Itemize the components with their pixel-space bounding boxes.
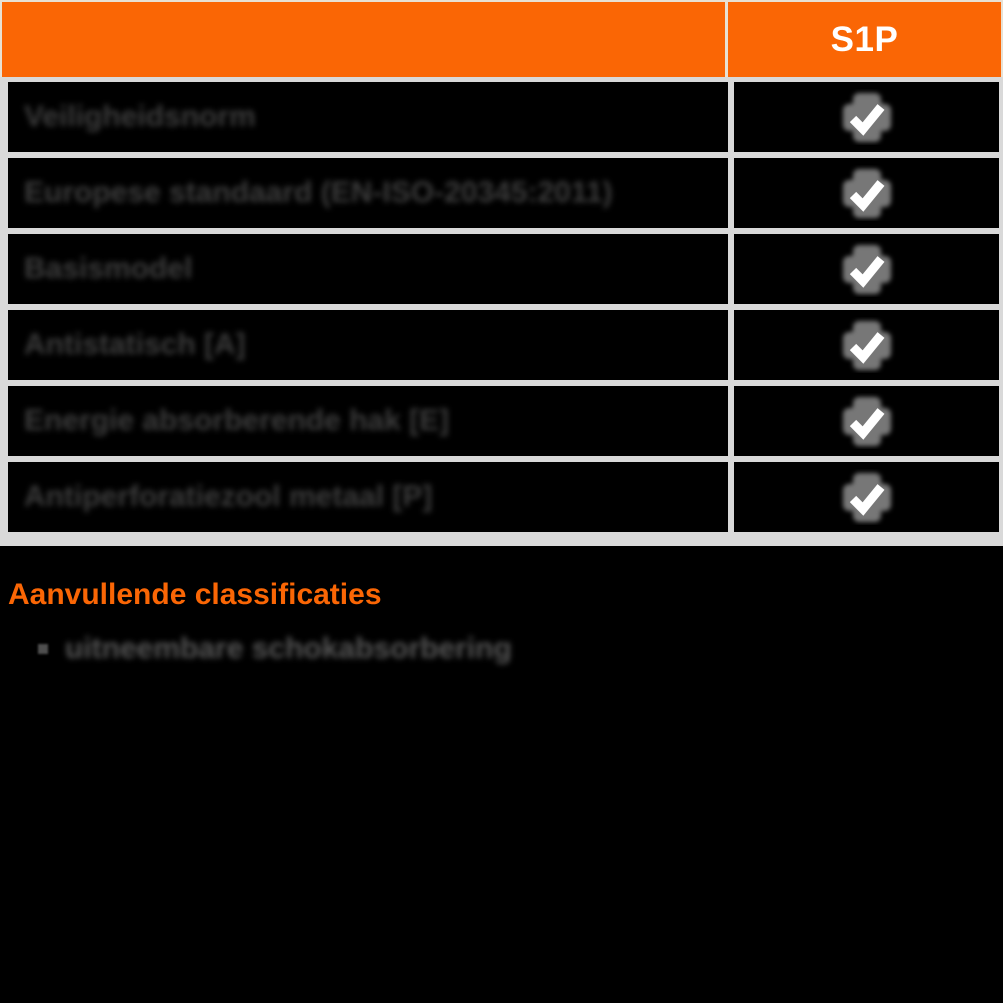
row-label-cell [8, 462, 728, 532]
check-badge-icon [836, 393, 898, 449]
row-label: Veiligheidsnorm [24, 100, 256, 133]
section-heading: Aanvullende classificaties [8, 578, 382, 611]
row-check-cell [734, 158, 999, 228]
row-label-cell [8, 386, 728, 456]
list-item-text: uitneembare schokabsorbering [65, 632, 512, 665]
row-check-cell [734, 310, 999, 380]
table-row [8, 386, 999, 456]
row-label-cell [8, 158, 728, 228]
header-cell-empty [2, 2, 725, 77]
check-badge-icon [836, 241, 898, 297]
row-check-cell [734, 386, 999, 456]
table-body [0, 77, 1003, 546]
check-badge-icon [836, 469, 898, 525]
header-cell-s1p [728, 2, 1001, 77]
row-label: Basismodel [24, 252, 193, 285]
table-row [8, 82, 999, 152]
table-row [8, 462, 999, 532]
check-badge-icon [836, 165, 898, 221]
check-badge-icon [836, 317, 898, 373]
row-label-cell [8, 82, 728, 152]
row-label: Antistatisch [A] [24, 328, 246, 361]
table-row [8, 234, 999, 304]
list-item [38, 632, 1003, 666]
row-label: Antiperforatiezool metaal [P] [24, 480, 433, 513]
table-header [0, 0, 1003, 77]
table-row [8, 158, 999, 228]
row-label: Europese standaard (EN-ISO-20345:2011) [24, 176, 613, 209]
bullet-icon [38, 644, 48, 654]
row-label-cell [8, 234, 728, 304]
row-label: Energie absorberende hak [E] [24, 404, 450, 437]
row-check-cell [734, 462, 999, 532]
check-badge-icon [836, 89, 898, 145]
row-check-cell [734, 82, 999, 152]
additional-classifications-section [0, 545, 1003, 666]
row-label-cell [8, 310, 728, 380]
row-check-cell [734, 234, 999, 304]
column-title: S1P [830, 19, 899, 59]
table-row [8, 310, 999, 380]
